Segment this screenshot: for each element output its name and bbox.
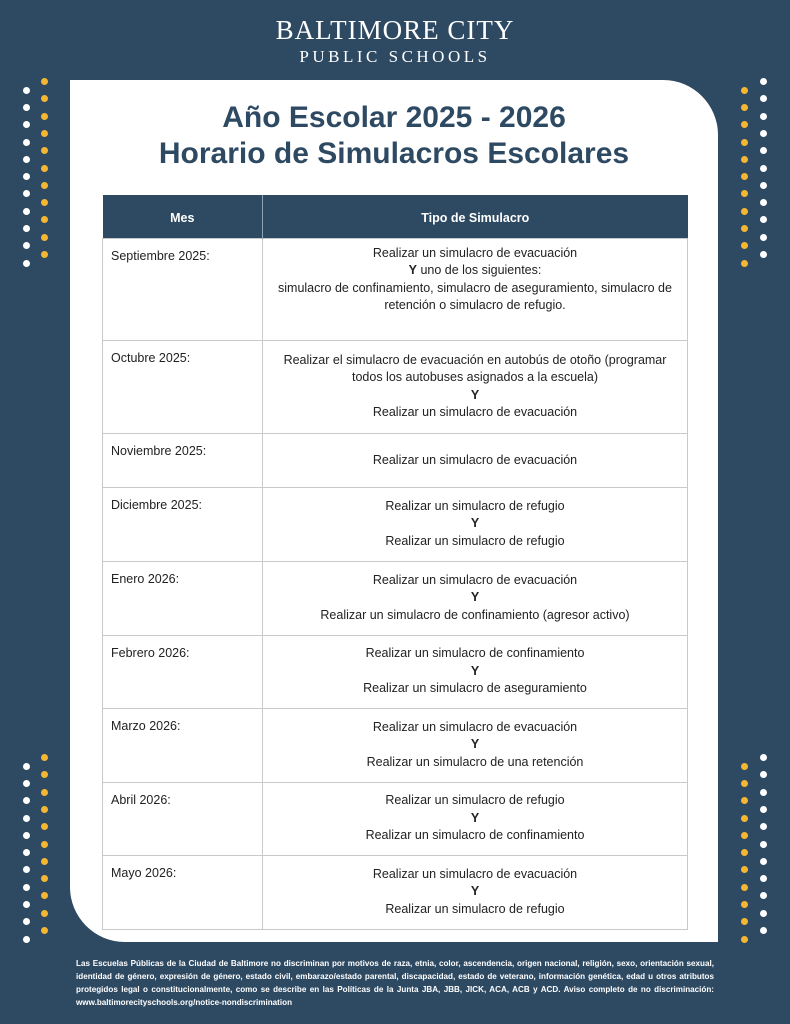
decorative-dot xyxy=(760,147,767,154)
nondiscrimination-notice: Las Escuelas Públicas de la Ciudad de Baltimore no discriminan por motivos de raza, etnia, color, ascendencia, origen nacional, religión, sexo, orientación sexual, identidad de género, expresión de género, estado civil, embarazo/estado parental, discapacidad, estado de veterano, información genética, edad u otros atributos protegidos legal o constitucionalmente, como se describe en las Políticas de la Junta JBA, JBB, JICK, ACA, ACB y ACD. Aviso completo de no discriminación: www.baltimorecityschools.org/notice-nondiscrimination xyxy=(76,959,714,1007)
decorative-dot xyxy=(760,875,767,882)
decorative-dot xyxy=(760,234,767,241)
decorative-dot xyxy=(41,875,48,882)
decorative-dot xyxy=(760,165,767,172)
drill-type-cell xyxy=(263,487,688,561)
drill-line: Realizar un simulacro de refugio xyxy=(385,533,565,548)
header-month: Mes xyxy=(103,195,263,238)
decorative-dot xyxy=(760,113,767,120)
decorative-dot xyxy=(41,216,48,223)
decorative-dot xyxy=(41,771,48,778)
decorative-dot xyxy=(41,841,48,848)
drill-type-cell xyxy=(263,340,688,433)
title-line-2: Horario de Simulacros Escolares xyxy=(158,137,630,170)
decorative-dot xyxy=(41,113,48,120)
decorative-dot xyxy=(23,918,30,925)
decorative-dot xyxy=(760,78,767,85)
decorative-dot xyxy=(760,927,767,934)
table-row xyxy=(103,855,688,929)
decorative-dot xyxy=(41,910,48,917)
decorative-dot xyxy=(23,121,30,128)
decorative-dot xyxy=(41,199,48,206)
drill-line: Realizar un simulacro de evacuación xyxy=(372,866,578,881)
drill-line xyxy=(271,262,679,280)
drill-conjunction: Y xyxy=(470,590,480,605)
decorative-dot xyxy=(41,858,48,865)
decorative-dot xyxy=(41,806,48,813)
decorative-dot xyxy=(760,199,767,206)
decorative-dot xyxy=(41,165,48,172)
decorative-dot xyxy=(741,242,748,249)
drill-line: Realizar un simulacro de una retención xyxy=(366,754,584,769)
decorative-dot xyxy=(23,104,30,111)
decorative-dots-bottom-left xyxy=(20,754,50,944)
drill-conjunction: Y xyxy=(470,663,480,678)
decorative-dot xyxy=(41,234,48,241)
month-cell: Mayo 2026: xyxy=(103,855,263,929)
decorative-dot xyxy=(741,918,748,925)
decorative-dot xyxy=(23,832,30,839)
decorative-dot xyxy=(41,892,48,899)
decorative-dot xyxy=(41,251,48,258)
decorative-dot xyxy=(741,832,748,839)
decorative-dot xyxy=(760,182,767,189)
decorative-dot xyxy=(23,260,30,267)
drill-line: Realizar un simulacro de aseguramiento xyxy=(363,681,587,696)
drill-schedule-table xyxy=(102,195,688,930)
month-cell: Enero 2026: xyxy=(103,561,263,635)
decorative-dot xyxy=(41,78,48,85)
decorative-dot xyxy=(741,866,748,873)
decorative-dot xyxy=(760,95,767,102)
table-row xyxy=(103,635,688,708)
decorative-dot xyxy=(23,866,30,873)
decorative-dot xyxy=(41,147,48,154)
decorative-dot xyxy=(741,780,748,787)
drill-line: simulacro de confinamiento, simulacro de aseguramiento, simulacro de retención o simulacro de refugio. xyxy=(278,280,672,312)
month-cell: Octubre 2025: xyxy=(103,340,263,433)
page-title xyxy=(70,100,718,172)
drill-type-cell xyxy=(263,433,688,487)
drill-type-cell xyxy=(263,561,688,635)
drill-line: Realizar un simulacro de refugio xyxy=(385,498,565,513)
drill-conjunction: Y xyxy=(470,810,480,825)
decorative-dot xyxy=(760,806,767,813)
decorative-dot xyxy=(23,849,30,856)
drill-type-cell xyxy=(263,635,688,708)
table-row xyxy=(103,238,688,340)
drill-conjunction: Y xyxy=(470,737,480,752)
month-cell: Febrero 2026: xyxy=(103,635,263,708)
decorative-dot xyxy=(760,130,767,137)
decorative-dot xyxy=(760,910,767,917)
decorative-dot xyxy=(41,927,48,934)
decorative-dot xyxy=(23,780,30,787)
drill-line: Realizar un simulacro de refugio xyxy=(385,793,565,808)
decorative-dot xyxy=(23,763,30,770)
drill-line: Realizar un simulacro de evacuación xyxy=(372,245,578,260)
table-header-row xyxy=(103,195,688,238)
drill-type-cell xyxy=(263,708,688,782)
drill-line: Realizar el simulacro de evacuación en autobús de otoño (programar todos los autobuses asignados a la escuela) xyxy=(283,352,667,384)
table-row xyxy=(103,782,688,855)
decorative-dot xyxy=(760,823,767,830)
decorative-dot xyxy=(760,789,767,796)
decorative-dot xyxy=(741,936,748,943)
decorative-dot xyxy=(41,823,48,830)
decorative-dot xyxy=(760,216,767,223)
table-row xyxy=(103,561,688,635)
month-cell: Marzo 2026: xyxy=(103,708,263,782)
table-row xyxy=(103,708,688,782)
drill-line: Realizar un simulacro de confinamiento xyxy=(365,828,585,843)
decorative-dot xyxy=(741,901,748,908)
decorative-dots-bottom-right xyxy=(740,754,770,944)
decorative-dot xyxy=(41,130,48,137)
table-row xyxy=(103,340,688,433)
drill-line: Realizar un simulacro de confinamiento (agresor activo) xyxy=(320,607,630,622)
decorative-dot xyxy=(741,815,748,822)
decorative-dot xyxy=(741,260,748,267)
decorative-dot xyxy=(41,754,48,761)
decorative-dot xyxy=(23,208,30,215)
decorative-dot xyxy=(741,763,748,770)
title-line-1: Año Escolar 2025 - 2026 xyxy=(222,101,566,134)
decorative-dot xyxy=(760,251,767,258)
schedule-card xyxy=(70,80,718,942)
decorative-dot xyxy=(23,225,30,232)
decorative-dot xyxy=(23,87,30,94)
decorative-dot xyxy=(741,208,748,215)
header-drill-type: Tipo de Simulacro xyxy=(263,195,688,238)
decorative-dot xyxy=(23,884,30,891)
decorative-dot xyxy=(741,225,748,232)
decorative-dots-top-right xyxy=(740,78,770,268)
decorative-dot xyxy=(741,797,748,804)
district-logo xyxy=(0,16,790,68)
drill-line: Realizar un simulacro de evacuación xyxy=(372,405,578,419)
decorative-dot xyxy=(760,858,767,865)
drill-line: Realizar un simulacro de confinamiento xyxy=(365,646,585,661)
decorative-dot xyxy=(41,182,48,189)
decorative-dot xyxy=(23,797,30,804)
decorative-dots-top-left xyxy=(20,78,50,268)
decorative-dot xyxy=(741,87,748,94)
decorative-dot xyxy=(23,190,30,197)
decorative-dot xyxy=(741,104,748,111)
decorative-dot xyxy=(741,156,748,163)
decorative-dot xyxy=(741,173,748,180)
decorative-dot xyxy=(741,139,748,146)
logo-line-1: BALTIMORE CITY xyxy=(275,15,515,45)
drill-line: Realizar un simulacro de evacuación xyxy=(372,453,578,468)
decorative-dot xyxy=(741,121,748,128)
month-cell: Diciembre 2025: xyxy=(103,487,263,561)
decorative-dot xyxy=(41,95,48,102)
drill-type-cell xyxy=(263,855,688,929)
drill-line: Realizar un simulacro de evacuación xyxy=(372,719,578,734)
drill-line: Realizar un simulacro de evacuación xyxy=(372,572,578,587)
table-row xyxy=(103,487,688,561)
decorative-dot xyxy=(23,815,30,822)
decorative-dot xyxy=(23,936,30,943)
decorative-dot xyxy=(760,892,767,899)
month-cell: Noviembre 2025: xyxy=(103,433,263,487)
table-row xyxy=(103,433,688,487)
drill-conjunction: Y xyxy=(470,516,480,531)
month-cell: Abril 2026: xyxy=(103,782,263,855)
drill-type-cell xyxy=(263,782,688,855)
drill-line-rest: uno de los siguientes: xyxy=(416,263,542,277)
decorative-dot xyxy=(23,156,30,163)
decorative-dot xyxy=(23,901,30,908)
decorative-dot xyxy=(23,173,30,180)
logo-line-2: PUBLIC SCHOOLS xyxy=(299,47,491,66)
decorative-dot xyxy=(23,242,30,249)
drill-line: Realizar un simulacro de refugio xyxy=(385,901,565,916)
month-cell: Septiembre 2025: xyxy=(103,238,263,340)
drill-conjunction: Y xyxy=(470,884,480,899)
drill-type-cell xyxy=(263,238,688,340)
decorative-dot xyxy=(760,841,767,848)
decorative-dot xyxy=(760,754,767,761)
decorative-dot xyxy=(741,849,748,856)
drill-conjunction: Y xyxy=(408,263,417,277)
decorative-dot xyxy=(760,771,767,778)
drill-conjunction: Y xyxy=(470,387,480,402)
decorative-dot xyxy=(741,190,748,197)
decorative-dot xyxy=(741,884,748,891)
decorative-dot xyxy=(41,789,48,796)
decorative-dot xyxy=(23,139,30,146)
